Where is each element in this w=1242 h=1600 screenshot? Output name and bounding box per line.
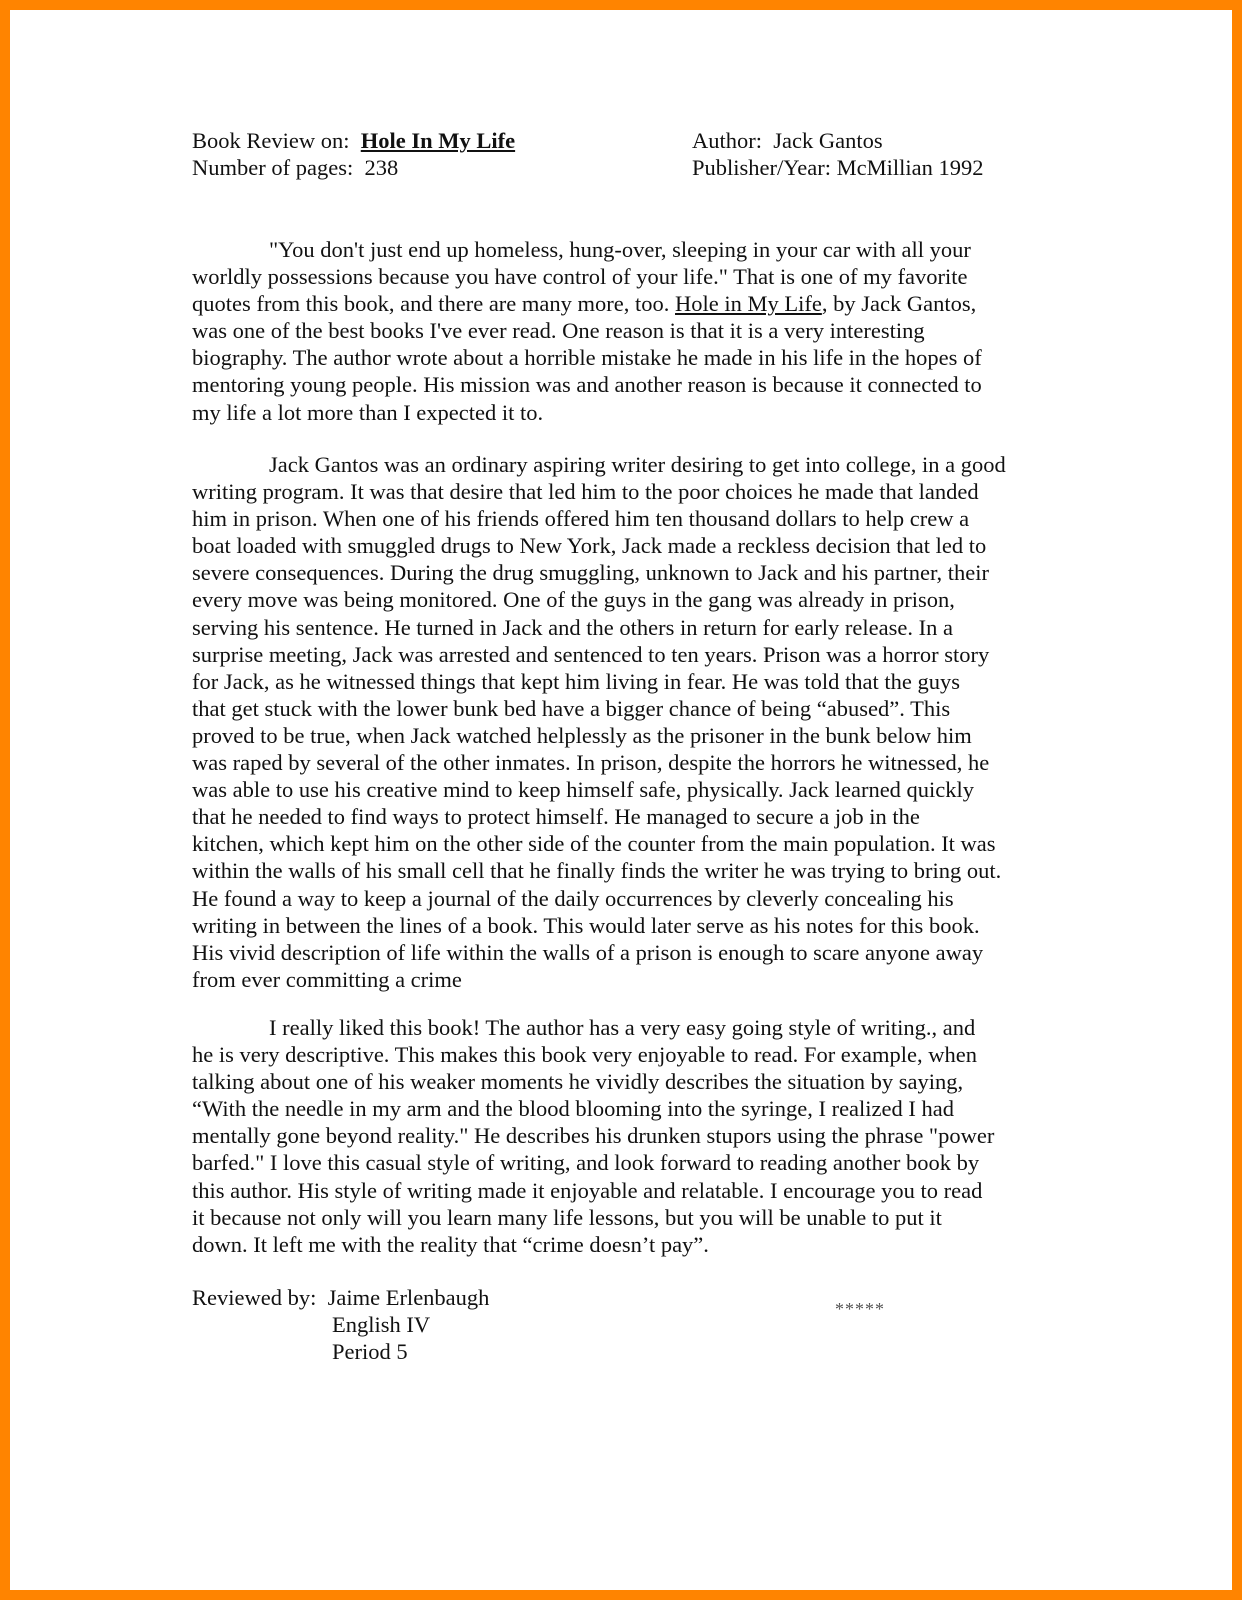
paragraph-line: was able to use his creative mind to keep himself safe, physically. Jack learned quickly bbox=[192, 777, 975, 803]
review-label: Book Review on: bbox=[192, 128, 350, 153]
paragraph-line: surprise meeting, Jack was arrested and sentenced to ten years. Prison was a horror story bbox=[192, 641, 990, 667]
header-right bbox=[692, 127, 983, 181]
paragraph-summary bbox=[192, 451, 1006, 993]
paragraph-line: worldly possessions because you have control of your life." That is one of my favorite bbox=[192, 264, 968, 290]
paragraph-line: biography. The author wrote about a horrible mistake he made in his life in the hopes of bbox=[192, 345, 982, 371]
paragraph-line: he is very descriptive. This makes this book very enjoyable to read. For example, when bbox=[192, 1042, 978, 1068]
paragraph-line: "You don't just end up homeless, hung-over, sleeping in your car with all your bbox=[269, 237, 971, 262]
paragraph-line: this author. His style of writing made it enjoyable and relatable. I encourage you to read bbox=[192, 1177, 983, 1203]
paragraph-line: serving his sentence. He turned in Jack and the others in return for early release. In a bbox=[192, 614, 953, 640]
reviewer-period: Period 5 bbox=[332, 1339, 408, 1365]
paragraph-line: talking about one of his weaker moments he vividly describes the situation by saying, bbox=[192, 1069, 964, 1095]
pages-label: Number of pages: bbox=[192, 155, 354, 181]
paragraph-line: proved to be true, when Jack watched helplessly as the prisoner in the bunk below him bbox=[192, 722, 972, 748]
signature-block bbox=[192, 1284, 489, 1365]
reviewer-class: English IV bbox=[332, 1312, 431, 1338]
paragraph-line: mentoring young people. His mission was and another reason is because it connected to bbox=[192, 372, 982, 398]
paragraph-line: writing program. It was that desire that led him to the poor choices he made that landed bbox=[192, 479, 979, 505]
text-segment: , by Jack Gantos, bbox=[821, 291, 977, 317]
paragraph-line: for Jack, as he witnessed things that kept him living in fear. He was told that the guys bbox=[192, 668, 960, 694]
paragraph-line: from ever committing a crime bbox=[192, 966, 462, 992]
text-segment: quotes from this book, and there are many more, too. bbox=[192, 291, 676, 317]
paragraph-line: severe consequences. During the drug smuggling, unknown to Jack and his partner, their bbox=[192, 560, 990, 586]
reviewed-by-label: Reviewed by: bbox=[192, 1285, 317, 1310]
paragraph-line: boat loaded with smuggled drugs to New York, Jack made a reckless decision that led to bbox=[192, 533, 987, 559]
header-left bbox=[192, 127, 515, 181]
publisher-year: McMillian 1992 bbox=[836, 155, 984, 181]
star-rating: ***** bbox=[835, 1299, 885, 1319]
paragraph-line: barfed." I love this casual style of writing, and look forward to reading another book by bbox=[192, 1150, 980, 1176]
publisher-label: Publisher/Year: bbox=[692, 155, 831, 181]
paragraph-line: down. It left me with the reality that “crime doesn’t pay”. bbox=[192, 1231, 709, 1257]
paragraph-line: mentally gone beyond reality." He describes his drunken stupors using the phrase "power bbox=[192, 1123, 995, 1149]
paragraph-line: was raped by several of the other inmates. In prison, despite the horrors he witnessed, he bbox=[192, 750, 990, 776]
book-title-reference: Hole in My Life bbox=[675, 291, 822, 317]
paragraph-intro bbox=[192, 236, 982, 426]
paragraph-line: that he needed to find ways to protect himself. He managed to secure a job in the bbox=[192, 804, 920, 830]
book-title: Hole In My Life bbox=[360, 128, 516, 153]
paragraph-line: writing in between the lines of a book. This would later serve as his notes for this book. bbox=[192, 912, 980, 938]
paragraph-line: it because not only will you learn many life lessons, but you will be unable to put it bbox=[192, 1204, 942, 1230]
paragraph-line: my life a lot more than I expected it to. bbox=[192, 399, 544, 425]
paragraph-line: He found a way to keep a journal of the daily occurrences by cleverly concealing his bbox=[192, 885, 954, 911]
paragraph-opinion bbox=[192, 1014, 994, 1258]
paragraph-line: that get stuck with the lower bunk bed have a bigger chance of being “abused”. This bbox=[192, 695, 951, 721]
page-count: 238 bbox=[364, 155, 399, 181]
paragraph-line: within the walls of his small cell that he finally finds the writer he was trying to bring out. bbox=[192, 858, 1002, 884]
paragraph-line: “With the needle in my arm and the blood blooming into the syringe, I realized I had bbox=[192, 1096, 955, 1122]
paragraph-line: him in prison. When one of his friends offered him ten thousand dollars to help crew a bbox=[192, 506, 970, 532]
author-label: Author: bbox=[692, 128, 762, 153]
paragraph-line: was one of the best books I've ever read. One reason is that it is a very interesting bbox=[192, 318, 925, 344]
paragraph-line: kitchen, which kept him on the other side of the counter from the main population. It was bbox=[192, 831, 996, 857]
reviewer-name: Jaime Erlenbaugh bbox=[327, 1285, 490, 1310]
paragraph-line: I really liked this book! The author has a very easy going style of writing., and bbox=[269, 1015, 976, 1040]
paragraph-line bbox=[192, 290, 982, 317]
paragraph-line: Jack Gantos was an ordinary aspiring writer desiring to get into college, in a good bbox=[269, 452, 1006, 477]
paragraph-line: every move was being monitored. One of the guys in the gang was already in prison, bbox=[192, 587, 955, 613]
author-name: Jack Gantos bbox=[773, 128, 883, 153]
paragraph-line: His vivid description of life within the walls of a prison is enough to scare anyone away bbox=[192, 939, 984, 965]
